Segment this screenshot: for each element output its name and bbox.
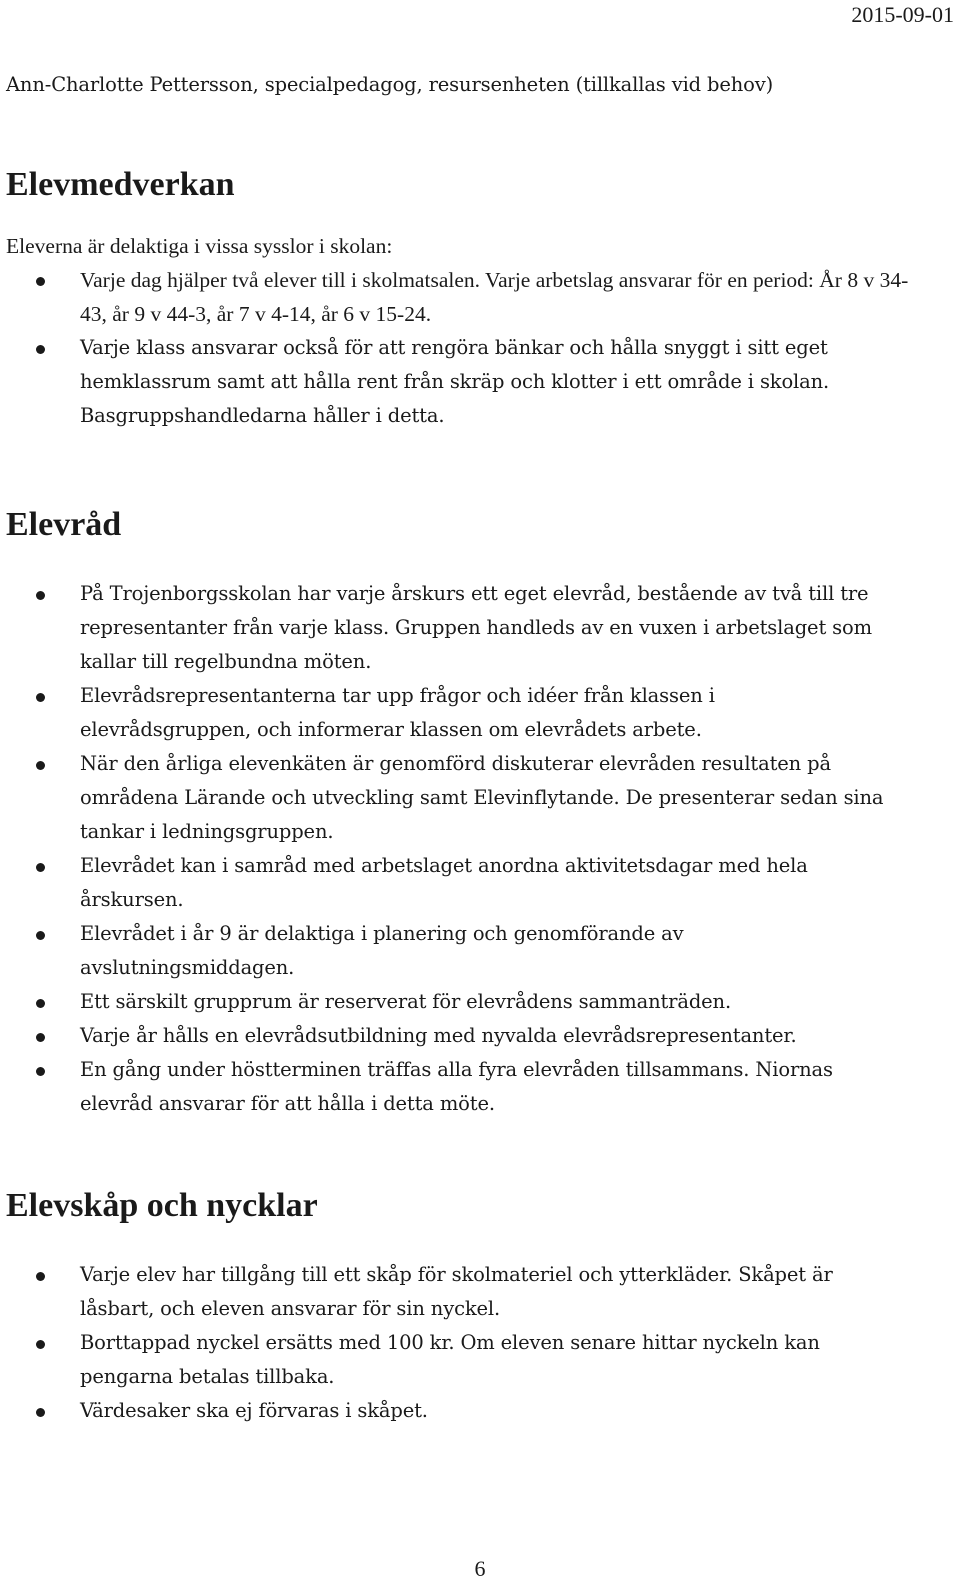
list-item-text: När den årliga elevenkäten är genomförd diskuterar elevråden resultaten på områdena Lärande och utveckling samt Elevinflytande. De presenterar sedan sina tankar i ledningsgruppen. bbox=[80, 752, 884, 843]
bullet-icon bbox=[36, 931, 45, 940]
list-item bbox=[6, 1326, 900, 1394]
list-item-text: Borttappad nyckel ersätts med 100 kr. Om eleven senare hittar nyckeln kan pengarna betalas tillbaka. bbox=[80, 1331, 820, 1388]
list-item-text: Varje dag hjälper två elever till i skolmatsalen. Varje arbetslag ansvarar för en period: År 8 v 34-43, år 9 v 44-3, år 7 v 4-14, år 6 v 15-24. bbox=[80, 268, 909, 326]
list-item bbox=[6, 747, 910, 849]
bullet-icon bbox=[36, 1033, 45, 1042]
heading-elevskap: Elevskåp och nycklar bbox=[6, 1187, 318, 1224]
page-number: 6 bbox=[474, 1556, 486, 1581]
heading-elevrad: Elevråd bbox=[6, 506, 122, 543]
list-item bbox=[6, 1258, 910, 1326]
elevmedverkan-list bbox=[6, 263, 946, 433]
list-item bbox=[6, 263, 912, 331]
bullet-icon bbox=[36, 1067, 45, 1076]
list-item bbox=[6, 331, 900, 433]
list-item-text: Elevrådet i år 9 är delaktiga i planering och genomförande av avslutningsmiddagen. bbox=[80, 922, 684, 979]
bullet-icon bbox=[36, 277, 45, 286]
bullet-icon bbox=[36, 345, 45, 354]
list-item-text: Värdesaker ska ej förvaras i skåpet. bbox=[80, 1399, 428, 1422]
list-item-text: Varje klass ansvarar också för att rengöra bänkar och hålla snyggt i sitt eget hemklassrum samt att hålla rent från skräp och klotter i ett område i skolan. Basgruppshandledarna håller i detta. bbox=[80, 336, 830, 427]
list-item bbox=[6, 1394, 910, 1428]
bullet-icon bbox=[36, 863, 45, 872]
list-item-text: På Trojenborgsskolan har varje årskurs ett eget elevråd, bestående av två till tre representanter från varje klass. Gruppen handleds av en vuxen i arbetslaget som kallar till regelbundna möten. bbox=[80, 582, 872, 673]
bullet-icon bbox=[36, 693, 45, 702]
list-item bbox=[6, 917, 760, 985]
list-item-text: Elevrådet kan i samråd med arbetslaget anordna aktivitetsdagar med hela årskursen. bbox=[80, 854, 808, 911]
list-item bbox=[6, 679, 780, 747]
list-item-text: En gång under höstterminen träffas alla fyra elevråden tillsammans. Niornas elevråd ansvarar för att hålla i detta möte. bbox=[80, 1058, 833, 1115]
list-item-text: Varje elev har tillgång till ett skåp för skolmateriel och ytterkläder. Skåpet är låsbart, och eleven ansvarar för sin nyckel. bbox=[80, 1263, 833, 1320]
elevrad-list bbox=[6, 577, 946, 1121]
section-elevmedverkan bbox=[6, 165, 946, 433]
header-date: 2015-09-01 bbox=[851, 2, 954, 27]
contact-line: Ann-Charlotte Pettersson, specialpedagog, resursenheten (tillkallas vid behov) bbox=[6, 73, 774, 96]
bullet-icon bbox=[36, 761, 45, 770]
list-item-text: Varje år hålls en elevrådsutbildning med nyvalda elevrådsrepresentanter. bbox=[80, 1024, 797, 1047]
bullet-icon bbox=[36, 591, 45, 600]
bullet-icon bbox=[36, 999, 45, 1008]
bullet-icon bbox=[36, 1408, 45, 1417]
heading-elevmedverkan: Elevmedverkan bbox=[6, 166, 235, 203]
list-item bbox=[6, 577, 910, 679]
elevmedverkan-intro: Eleverna är delaktiga i vissa sysslor i skolan: bbox=[6, 234, 393, 258]
bullet-icon bbox=[36, 1340, 45, 1349]
bullet-icon bbox=[36, 1272, 45, 1281]
elevskap-list bbox=[6, 1258, 946, 1428]
section-elevskap bbox=[6, 1186, 946, 1428]
list-item bbox=[6, 1019, 946, 1053]
list-item bbox=[6, 985, 946, 1019]
section-elevrad bbox=[6, 505, 946, 1121]
list-item-text: Elevrådsrepresentanterna tar upp frågor och idéer från klassen i elevrådsgruppen, och informerar klassen om elevrådets arbete. bbox=[80, 684, 715, 741]
contact-block bbox=[6, 68, 946, 102]
list-item bbox=[6, 849, 880, 917]
list-item bbox=[6, 1053, 910, 1121]
list-item-text: Ett särskilt grupprum är reserverat för elevrådens sammanträden. bbox=[80, 990, 732, 1013]
